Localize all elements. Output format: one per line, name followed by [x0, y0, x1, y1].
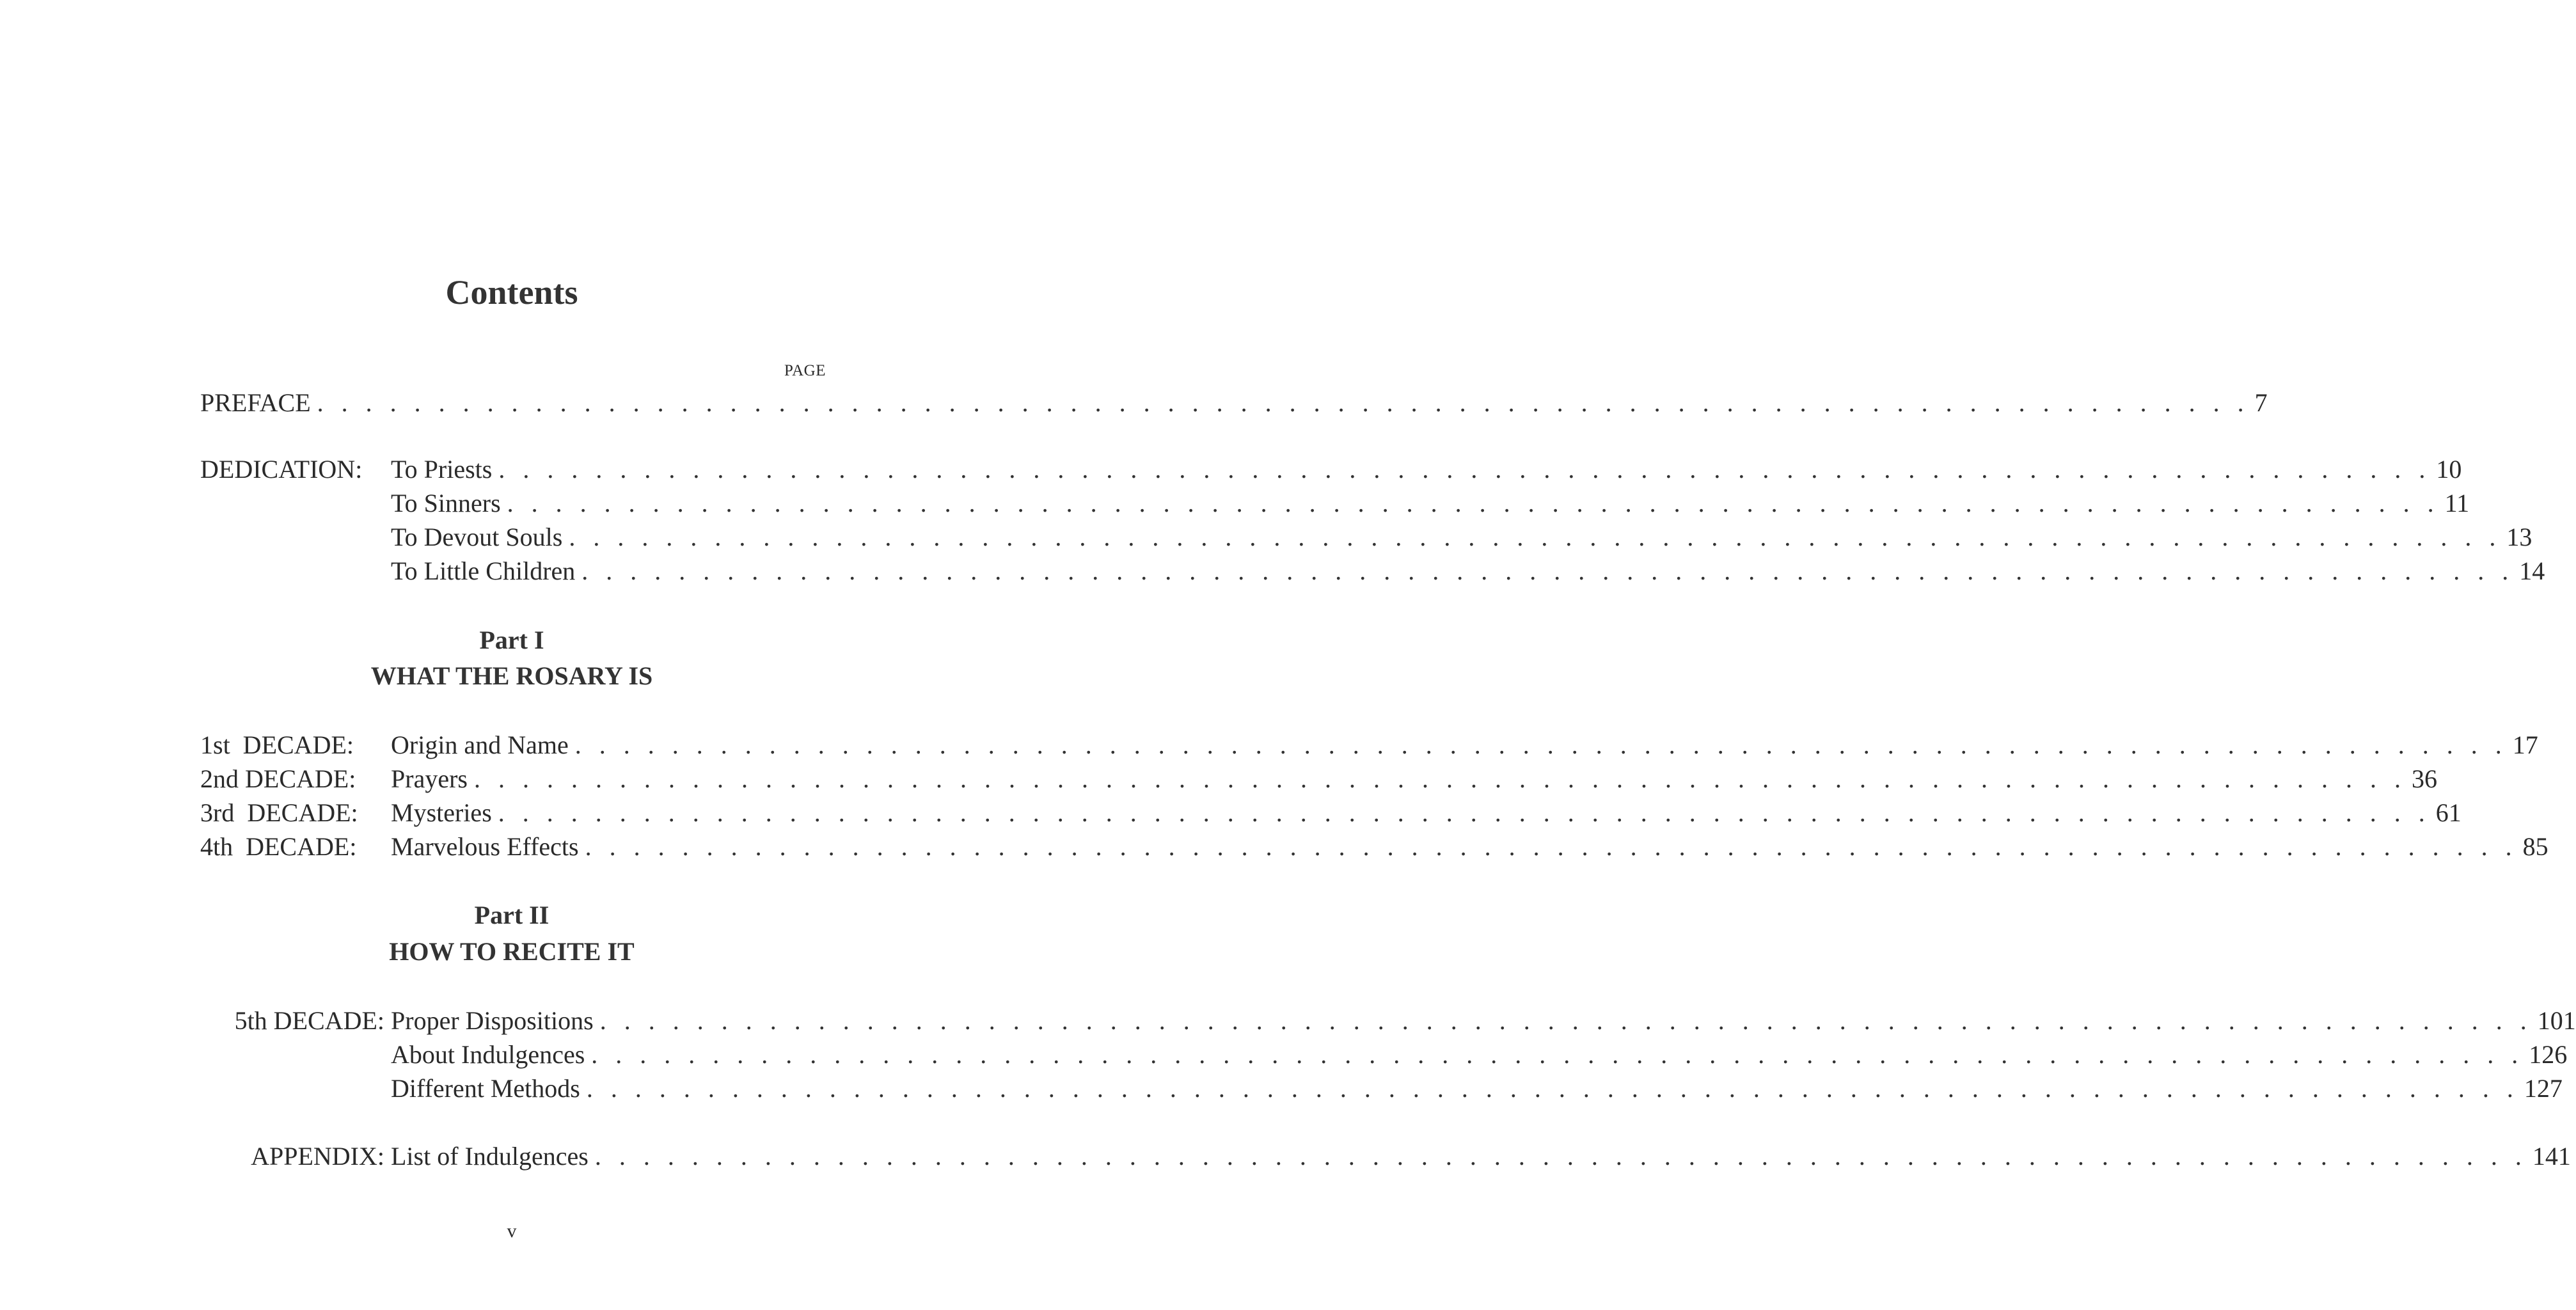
entry-page-number: 36: [2411, 764, 2437, 793]
dot-leader: . . . . . . . . . . . . . . . . . . . . . . . . . . . . . . . . . . . . . . . . . . . . . . . . . . . . . . . . . . . . . . . . . . . . . . . . . . . . . . . .: [498, 798, 2431, 827]
toc-entry-to-devout-souls[interactable]: [200, 521, 2533, 554]
entry-prefix: DEDICATION:: [200, 455, 363, 484]
dot-leader: . . . . . . . . . . . . . . . . . . . . . . . . . . . . . . . . . . . . . . . . . . . . . . . . . . . . . . . . . . . . . . . . . . . . . . . . . . . . . . . .: [581, 556, 2515, 585]
dot-leader: . . . . . . . . . . . . . . . . . . . . . . . . . . . . . . . . . . . . . . . . . . . . . . . . . . . . . . . . . . . . . . . . . . . . . . . . . . . . . . . .: [498, 455, 2431, 484]
entry-title: Origin and Name: [391, 730, 569, 759]
folio-page-number: v: [507, 1220, 517, 1242]
toc-entry-origin-and-name[interactable]: [200, 729, 2538, 762]
entry-page-number: 101: [2537, 1006, 2576, 1035]
toc-entry-to-sinners[interactable]: [200, 487, 2470, 520]
toc-entry-preface[interactable]: [200, 386, 2268, 420]
toc-entry-different-methods[interactable]: [200, 1072, 2563, 1105]
entry-page-number: 85: [2522, 832, 2548, 861]
entry-page-number: 11: [2444, 489, 2470, 517]
entry-title: PREFACE: [200, 388, 311, 417]
entry-page-number: 10: [2436, 455, 2462, 484]
page-column-label: PAGE: [784, 362, 826, 379]
entry-page-number: 127: [2524, 1074, 2563, 1103]
dot-leader: . . . . . . . . . . . . . . . . . . . . . . . . . . . . . . . . . . . . . . . . . . . . . . . . . . . . . . . . . . . . . . . . . . . . . . . . . . . . . . . .: [594, 1142, 2527, 1171]
dot-leader: . . . . . . . . . . . . . . . . . . . . . . . . . . . . . . . . . . . . . . . . . . . . . . . . . . . . . . . . . . . . . . . . . . . . . . . . . . . . . . . .: [574, 730, 2508, 759]
entry-prefix: 2nd DECADE:: [200, 764, 356, 793]
page-title: Contents: [445, 273, 578, 312]
entry-prefix: 5th DECADE:: [234, 1006, 384, 1035]
toc-entry-to-little-children[interactable]: [200, 555, 2545, 588]
entry-page-number: 61: [2435, 798, 2461, 827]
dot-leader: . . . . . . . . . . . . . . . . . . . . . . . . . . . . . . . . . . . . . . . . . . . . . . . . . . . . . . . . . . . . . . . . . . . . . . . . . . . . . . . .: [569, 523, 2502, 551]
entry-title: To Sinners: [391, 489, 501, 517]
entry-prefix: APPENDIX:: [251, 1142, 384, 1171]
entry-page-number: 141: [2532, 1142, 2571, 1171]
entry-page-number: 14: [2519, 556, 2545, 585]
dot-leader: . . . . . . . . . . . . . . . . . . . . . . . . . . . . . . . . . . . . . . . . . . . . . . . . . . . . . . . . . . . . . . . . . . . . . . . . . . . . . . . .: [599, 1006, 2533, 1035]
entry-title: To Priests: [391, 455, 493, 484]
toc-entry-list-of-indulgences[interactable]: [200, 1140, 2571, 1173]
dot-leader: . . . . . . . . . . . . . . . . . . . . . . . . . . . . . . . . . . . . . . . . . . . . . . . . . . . . . . . . . . . . . . . . . . . . . . . . . . . . . . . .: [507, 489, 2440, 517]
dot-leader: . . . . . . . . . . . . . . . . . . . . . . . . . . . . . . . . . . . . . . . . . . . . . . . . . . . . . . . . . . . . . . . . . . . . . . . . . . . . . . . .: [585, 832, 2518, 861]
entry-page-number: 17: [2512, 730, 2538, 759]
entry-page-number: 7: [2254, 388, 2268, 417]
toc-entry-mysteries[interactable]: [200, 796, 2461, 830]
part-two-subtitle: HOW TO RECITE IT: [389, 937, 635, 966]
dot-leader: . . . . . . . . . . . . . . . . . . . . . . . . . . . . . . . . . . . . . . . . . . . . . . . . . . . . . . . . . . . . . . . . . . . . . . . . . . . . . . . .: [586, 1074, 2519, 1103]
dot-leader: . . . . . . . . . . . . . . . . . . . . . . . . . . . . . . . . . . . . . . . . . . . . . . . . . . . . . . . . . . . . . . . . . . . . . . . . . . . . . . . .: [473, 764, 2406, 793]
entry-title: To Little Children: [391, 556, 576, 585]
entry-title: To Devout Souls: [391, 523, 563, 551]
entry-title: Different Methods: [391, 1074, 580, 1103]
toc-entry-to-priests[interactable]: [200, 453, 2462, 486]
entry-title: About Indulgences: [391, 1040, 585, 1069]
entry-title: Mysteries: [391, 798, 492, 827]
part-one-subtitle: WHAT THE ROSARY IS: [370, 661, 653, 690]
part-one-label: Part I: [479, 626, 544, 654]
toc-entry-about-indulgences[interactable]: [200, 1038, 2568, 1071]
dot-leader: . . . . . . . . . . . . . . . . . . . . . . . . . . . . . . . . . . . . . . . . . . . . . . . . . . . . . . . . . . . . . . . . . . . . . . . . . . . . . . . .: [317, 388, 2250, 417]
entry-prefix: 1st DECADE:: [200, 730, 354, 759]
toc-entry-marvelous-effects[interactable]: [200, 830, 2548, 864]
part-two-label: Part II: [474, 901, 549, 929]
entry-prefix: 4th DECADE:: [200, 832, 357, 861]
toc-entry-proper-dispositions[interactable]: [200, 1004, 2576, 1038]
dot-leader: . . . . . . . . . . . . . . . . . . . . . . . . . . . . . . . . . . . . . . . . . . . . . . . . . . . . . . . . . . . . . . . . . . . . . . . . . . . . . . . .: [591, 1040, 2524, 1069]
toc-entry-prayers[interactable]: [200, 762, 2437, 796]
entry-page-number: 126: [2529, 1040, 2568, 1069]
entry-prefix: 3rd DECADE:: [200, 798, 358, 827]
entry-title: Prayers: [391, 764, 468, 793]
entry-title: List of Indulgences: [391, 1142, 589, 1171]
entry-title: Proper Dispositions: [391, 1006, 594, 1035]
entry-page-number: 13: [2506, 523, 2533, 551]
entry-title: Marvelous Effects: [391, 832, 579, 861]
